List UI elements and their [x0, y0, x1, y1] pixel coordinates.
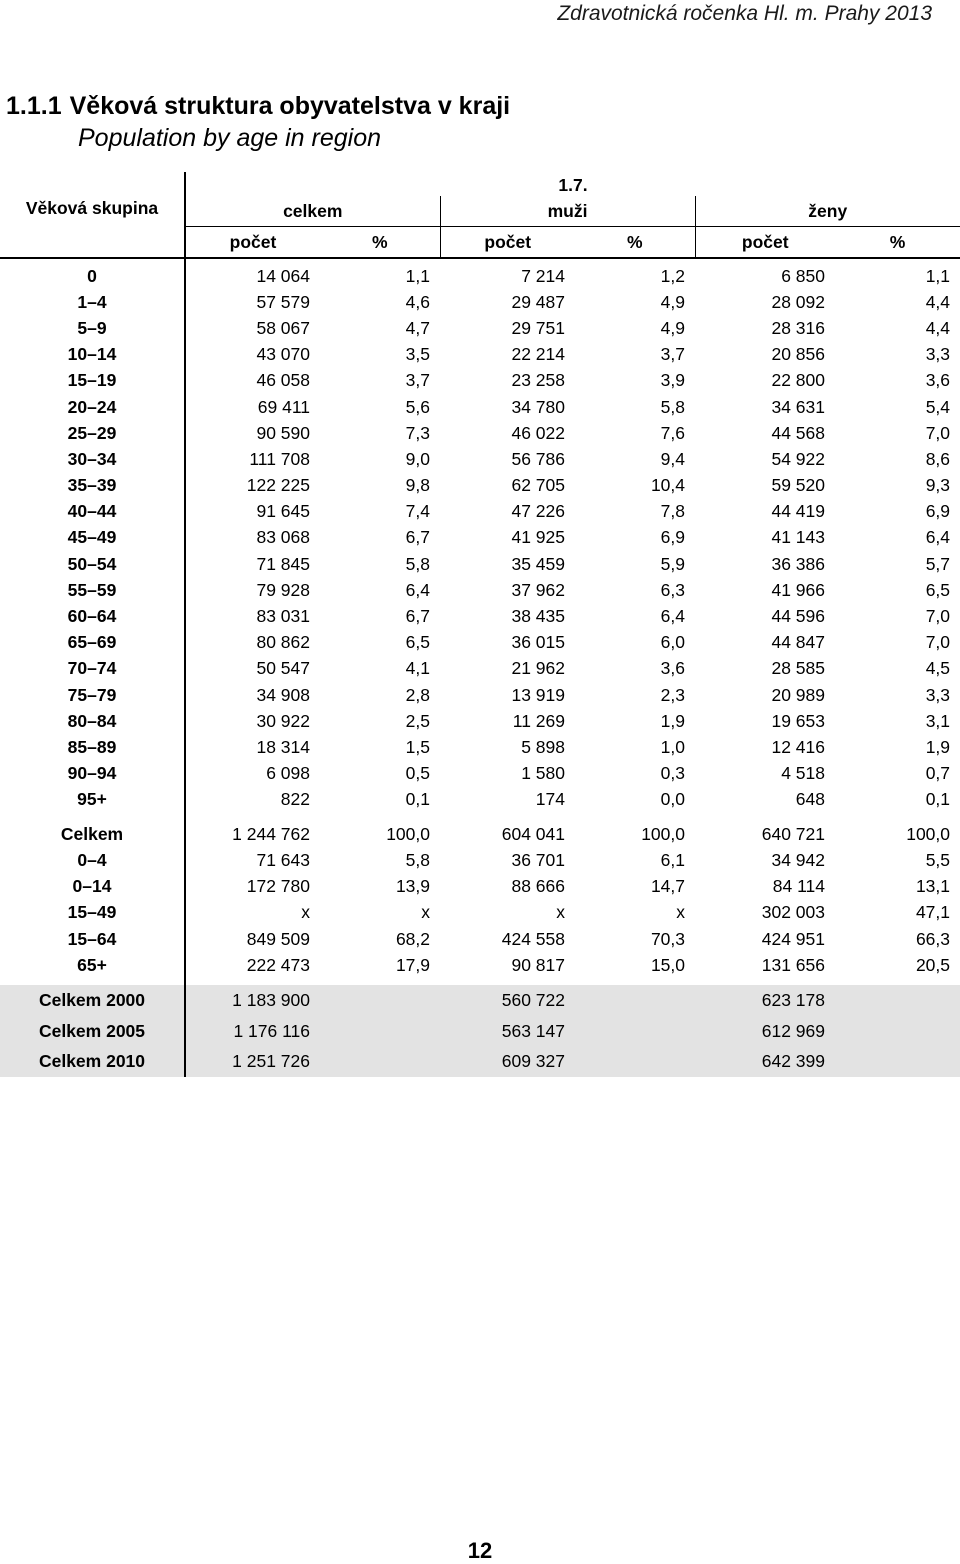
- count-cell: 23 258: [511, 370, 565, 391]
- count-cell: 46 058: [256, 370, 310, 391]
- count-cell: 34 942: [771, 849, 825, 870]
- table-row: [0, 656, 960, 682]
- count-cell: 47 226: [511, 501, 565, 522]
- subheader-percent: %: [320, 227, 440, 259]
- count-cell: 20 856: [771, 344, 825, 365]
- row-label: 70–74: [0, 656, 185, 682]
- group-header-total: celkem: [185, 196, 440, 227]
- count-cell: 46 022: [511, 422, 565, 443]
- group-header-women: ženy: [695, 196, 960, 227]
- table-row: [0, 734, 960, 760]
- percent-cell: 6,7: [405, 527, 430, 548]
- count-cell: 28 316: [771, 317, 825, 338]
- count-cell: 90 817: [511, 955, 565, 976]
- percent-cell: 7,8: [660, 501, 685, 522]
- count-cell: 560 722: [440, 985, 575, 1016]
- row-label: Celkem: [0, 813, 185, 847]
- count-cell: 18 314: [256, 736, 310, 757]
- row-label: 50–54: [0, 551, 185, 577]
- percent-cell: [320, 1047, 440, 1078]
- count-cell: 1 183 900: [185, 985, 320, 1016]
- percent-cell: 3,1: [925, 710, 951, 731]
- percent-cell: 10,4: [650, 475, 685, 496]
- count-cell: 79 928: [256, 579, 310, 600]
- percent-cell: 6,0: [660, 632, 685, 653]
- count-cell: 604 041: [501, 823, 565, 844]
- percent-cell: x: [676, 902, 685, 923]
- count-cell: 41 143: [771, 527, 825, 548]
- count-cell: 38 435: [511, 606, 565, 627]
- table-row: [0, 551, 960, 577]
- percent-cell: 8,6: [925, 448, 951, 469]
- percent-cell: 6,7: [405, 606, 430, 627]
- count-cell: 563 147: [440, 1016, 575, 1047]
- percent-cell: 5,8: [405, 553, 430, 574]
- age-group-header: Věková skupina: [0, 172, 185, 227]
- percent-cell: [835, 1047, 960, 1078]
- table-title-cz: Věková struktura obyvatelstva v kraji: [69, 92, 511, 120]
- table-row: [0, 708, 960, 734]
- percent-cell: 0,7: [925, 763, 951, 784]
- count-cell: 62 705: [511, 475, 565, 496]
- percent-cell: 9,0: [405, 448, 430, 469]
- count-cell: 34 908: [256, 684, 310, 705]
- count-cell: 71 845: [256, 553, 310, 574]
- subheader-count: počet: [185, 227, 320, 259]
- count-cell: x: [301, 902, 310, 923]
- row-label: 20–24: [0, 394, 185, 420]
- row-label: 25–29: [0, 420, 185, 446]
- row-label: 0: [0, 258, 185, 289]
- row-label: 30–34: [0, 446, 185, 472]
- percent-cell: 100,0: [906, 823, 951, 844]
- subheader-count: počet: [695, 227, 835, 259]
- table-row: [0, 525, 960, 551]
- count-cell: 640 721: [761, 823, 825, 844]
- percent-cell: 7,0: [925, 422, 951, 443]
- percent-cell: 6,4: [405, 579, 430, 600]
- percent-cell: 6,4: [925, 527, 951, 548]
- table-row: [0, 289, 960, 315]
- table-row: [0, 577, 960, 603]
- percent-cell: 1,1: [405, 265, 430, 286]
- row-label: Celkem 2000: [0, 985, 185, 1016]
- row-label: 35–39: [0, 473, 185, 499]
- age-rows: [0, 258, 960, 813]
- percent-cell: 0,3: [660, 763, 685, 784]
- percent-cell: 3,5: [405, 344, 430, 365]
- percent-cell: 4,9: [660, 317, 685, 338]
- count-cell: 91 645: [256, 501, 310, 522]
- percent-cell: 6,3: [660, 579, 685, 600]
- percent-cell: 5,5: [925, 849, 951, 870]
- percent-cell: 3,9: [660, 370, 685, 391]
- row-label: 55–59: [0, 577, 185, 603]
- percent-cell: 4,5: [925, 658, 951, 679]
- summary-rows: [0, 813, 960, 985]
- count-cell: 44 847: [771, 632, 825, 653]
- count-cell: 83 068: [256, 527, 310, 548]
- percent-cell: 4,6: [405, 291, 430, 312]
- count-cell: 222 473: [246, 955, 310, 976]
- row-label: Celkem 2005: [0, 1016, 185, 1047]
- count-cell: 20 989: [771, 684, 825, 705]
- percent-cell: 3,7: [660, 344, 685, 365]
- percent-cell: 5,6: [405, 396, 430, 417]
- count-cell: 71 643: [256, 849, 310, 870]
- count-cell: 50 547: [256, 658, 310, 679]
- count-cell: 822: [280, 789, 310, 810]
- percent-cell: 1,9: [660, 710, 685, 731]
- percent-cell: 5,7: [925, 553, 951, 574]
- row-label: 5–9: [0, 315, 185, 341]
- table-row: [0, 813, 960, 847]
- row-label: 95+: [0, 787, 185, 813]
- age-group-header-spacer: [0, 227, 185, 259]
- row-label: 85–89: [0, 734, 185, 760]
- count-cell: 35 459: [511, 553, 565, 574]
- count-cell: 12 416: [771, 736, 825, 757]
- percent-cell: 1,2: [660, 265, 685, 286]
- percent-cell: x: [421, 902, 430, 923]
- percent-cell: 3,7: [405, 370, 430, 391]
- count-cell: 36 015: [511, 632, 565, 653]
- population-by-age-table: [0, 172, 960, 1077]
- percent-cell: 100,0: [641, 823, 685, 844]
- percent-cell: 7,4: [405, 501, 430, 522]
- percent-cell: 3,6: [925, 370, 951, 391]
- count-cell: 1 580: [521, 763, 565, 784]
- row-label: 40–44: [0, 499, 185, 525]
- row-label: 10–14: [0, 342, 185, 368]
- percent-cell: 14,7: [650, 876, 685, 897]
- percent-cell: 6,5: [405, 632, 430, 653]
- header-row-subcolumns: [0, 227, 960, 259]
- percent-cell: 17,9: [395, 955, 430, 976]
- count-cell: 14 064: [256, 265, 310, 286]
- percent-cell: 3,3: [925, 684, 951, 705]
- table-row: [0, 499, 960, 525]
- count-cell: 84 114: [772, 876, 825, 897]
- percent-cell: 6,1: [660, 849, 685, 870]
- count-cell: 111 708: [249, 448, 310, 469]
- row-label: 65–69: [0, 630, 185, 656]
- count-cell: 37 962: [511, 579, 565, 600]
- percent-cell: 0,0: [660, 789, 685, 810]
- count-cell: 29 751: [511, 317, 565, 338]
- count-cell: x: [556, 902, 565, 923]
- table-row: [0, 420, 960, 446]
- percent-cell: 3,6: [660, 658, 685, 679]
- count-cell: 1 244 762: [232, 823, 310, 844]
- percent-cell: 4,1: [405, 658, 430, 679]
- count-cell: 41 925: [511, 527, 565, 548]
- percent-cell: 1,0: [660, 736, 685, 757]
- table-title-en: Population by age in region: [78, 124, 382, 152]
- count-cell: 44 568: [771, 422, 825, 443]
- percent-cell: [320, 985, 440, 1016]
- row-label: 1–4: [0, 289, 185, 315]
- table-row: [0, 985, 960, 1016]
- count-cell: 5 898: [521, 736, 565, 757]
- row-label: 90–94: [0, 761, 185, 787]
- count-cell: 22 214: [511, 344, 565, 365]
- row-label: Celkem 2010: [0, 1047, 185, 1078]
- count-cell: 36 701: [511, 849, 565, 870]
- percent-cell: 100,0: [386, 823, 430, 844]
- percent-cell: 2,5: [405, 710, 430, 731]
- count-cell: 1 176 116: [185, 1016, 320, 1047]
- percent-cell: 68,2: [395, 928, 430, 949]
- table-row: [0, 258, 960, 289]
- percent-cell: 5,9: [660, 553, 685, 574]
- percent-cell: 4,9: [660, 291, 685, 312]
- percent-cell: 0,5: [405, 763, 430, 784]
- percent-cell: 5,8: [660, 396, 685, 417]
- count-cell: 30 922: [256, 710, 310, 731]
- count-cell: 34 780: [511, 396, 565, 417]
- percent-cell: 15,0: [650, 955, 685, 976]
- group-header-men: muži: [440, 196, 695, 227]
- count-cell: 612 969: [695, 1016, 835, 1047]
- percent-cell: 0,1: [405, 789, 430, 810]
- count-cell: 1 251 726: [185, 1047, 320, 1078]
- row-label: 80–84: [0, 708, 185, 734]
- count-cell: 58 067: [256, 317, 310, 338]
- percent-cell: 1,5: [405, 736, 430, 757]
- count-cell: 19 653: [771, 710, 825, 731]
- table-row: [0, 446, 960, 472]
- table-row: [0, 315, 960, 341]
- count-cell: 54 922: [771, 448, 825, 469]
- count-cell: 44 596: [771, 606, 825, 627]
- count-cell: 13 919: [511, 684, 565, 705]
- count-cell: 172 780: [246, 876, 310, 897]
- table-row: [0, 1016, 960, 1047]
- count-cell: 11 269: [512, 710, 565, 731]
- count-cell: 424 951: [761, 928, 825, 949]
- percent-cell: 3,3: [925, 344, 951, 365]
- percent-cell: 6,9: [925, 501, 951, 522]
- table-row: [0, 900, 960, 926]
- percent-cell: 6,5: [925, 579, 951, 600]
- count-cell: 28 092: [771, 291, 825, 312]
- percent-cell: 4,4: [925, 317, 951, 338]
- count-cell: 174: [535, 789, 565, 810]
- count-cell: 623 178: [695, 985, 835, 1016]
- percent-cell: 6,9: [660, 527, 685, 548]
- table-title: [6, 92, 510, 121]
- table-row: [0, 394, 960, 420]
- row-label: 15–19: [0, 368, 185, 394]
- count-cell: 609 327: [440, 1047, 575, 1078]
- subheader-percent: %: [575, 227, 695, 259]
- historic-rows: [0, 985, 960, 1077]
- percent-cell: 9,4: [660, 448, 685, 469]
- count-cell: 43 070: [256, 344, 310, 365]
- row-label: 45–49: [0, 525, 185, 551]
- header-row-date: [0, 172, 960, 196]
- percent-cell: 66,3: [915, 928, 951, 949]
- count-cell: 22 800: [771, 370, 825, 391]
- count-cell: 4 518: [781, 763, 825, 784]
- count-cell: 83 031: [256, 606, 310, 627]
- percent-cell: 6,4: [660, 606, 685, 627]
- row-label: 0–4: [0, 847, 185, 873]
- table-number: 1.1.1: [6, 92, 62, 120]
- percent-cell: [575, 1047, 695, 1078]
- subheader-count: počet: [440, 227, 575, 259]
- count-cell: 642 399: [695, 1047, 835, 1078]
- row-label: 75–79: [0, 682, 185, 708]
- count-cell: 849 509: [246, 928, 310, 949]
- table-row: [0, 342, 960, 368]
- count-cell: 122 225: [246, 475, 310, 496]
- count-cell: 88 666: [511, 876, 565, 897]
- count-cell: 36 386: [771, 553, 825, 574]
- table-row: [0, 952, 960, 985]
- percent-cell: 0,1: [925, 789, 951, 810]
- count-cell: 57 579: [256, 291, 310, 312]
- subheader-percent: %: [835, 227, 960, 259]
- table-row: [0, 926, 960, 952]
- count-cell: 69 411: [257, 396, 310, 417]
- row-label: 0–14: [0, 874, 185, 900]
- count-cell: 302 003: [761, 902, 825, 923]
- percent-cell: [575, 1016, 695, 1047]
- percent-cell: 4,4: [925, 291, 951, 312]
- running-header: Zdravotnická ročenka Hl. m. Prahy 2013: [557, 2, 932, 25]
- percent-cell: 20,5: [915, 955, 951, 976]
- percent-cell: [835, 1016, 960, 1047]
- percent-cell: 7,0: [925, 606, 951, 627]
- count-cell: 80 862: [256, 632, 310, 653]
- count-cell: 34 631: [771, 396, 825, 417]
- percent-cell: 1,1: [925, 265, 951, 286]
- percent-cell: 5,8: [405, 849, 430, 870]
- percent-cell: 5,4: [925, 396, 951, 417]
- percent-cell: 1,9: [925, 736, 951, 757]
- table-row: [0, 603, 960, 629]
- table-row: [0, 473, 960, 499]
- table-row: [0, 630, 960, 656]
- table-row: [0, 761, 960, 787]
- count-cell: 7 214: [521, 265, 565, 286]
- count-cell: 648: [795, 789, 825, 810]
- table-row: [0, 368, 960, 394]
- count-cell: 21 962: [511, 658, 565, 679]
- row-label: 15–49: [0, 900, 185, 926]
- count-cell: 59 520: [771, 475, 825, 496]
- count-cell: 424 558: [501, 928, 565, 949]
- table-row: [0, 847, 960, 873]
- table-row: [0, 787, 960, 813]
- percent-cell: 47,1: [915, 902, 951, 923]
- row-label: 60–64: [0, 603, 185, 629]
- count-cell: 6 850: [781, 265, 825, 286]
- date-header: 1.7.: [558, 175, 588, 195]
- count-cell: 131 656: [761, 955, 825, 976]
- population-table-container: [0, 172, 960, 1077]
- row-label: 65+: [0, 952, 185, 985]
- percent-cell: 9,3: [925, 475, 951, 496]
- count-cell: 28 585: [771, 658, 825, 679]
- table-row: [0, 682, 960, 708]
- count-cell: 44 419: [771, 501, 825, 522]
- row-label: 15–64: [0, 926, 185, 952]
- percent-cell: 9,8: [405, 475, 430, 496]
- percent-cell: 4,7: [405, 317, 430, 338]
- percent-cell: [835, 985, 960, 1016]
- percent-cell: 7,0: [925, 632, 951, 653]
- percent-cell: 7,3: [405, 422, 430, 443]
- percent-cell: 13,1: [915, 876, 951, 897]
- table-row: [0, 1047, 960, 1078]
- page-number: 12: [467, 1538, 493, 1563]
- percent-cell: [575, 985, 695, 1016]
- percent-cell: 70,3: [650, 928, 685, 949]
- count-cell: 90 590: [256, 422, 310, 443]
- count-cell: 41 966: [771, 579, 825, 600]
- percent-cell: 13,9: [395, 876, 430, 897]
- percent-cell: [320, 1016, 440, 1047]
- count-cell: 56 786: [511, 448, 565, 469]
- count-cell: 6 098: [266, 763, 310, 784]
- percent-cell: 2,8: [405, 684, 430, 705]
- table-row: [0, 874, 960, 900]
- percent-cell: 7,6: [660, 422, 685, 443]
- count-cell: 29 487: [511, 291, 565, 312]
- percent-cell: 2,3: [660, 684, 685, 705]
